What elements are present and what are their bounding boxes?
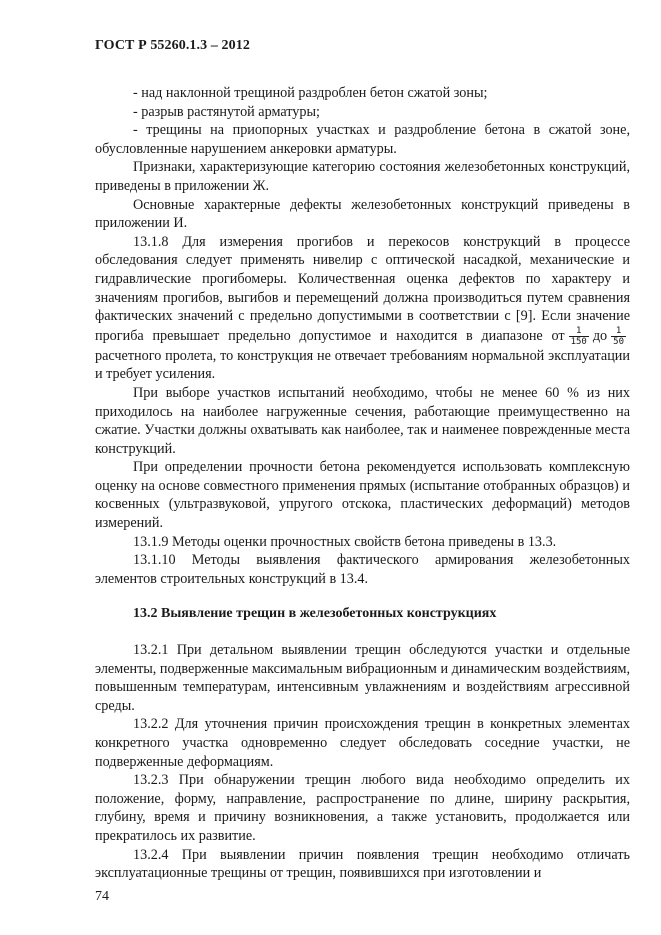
paragraph: 13.2.1 При детальном выявлении трещин обследуются участки и отдельные элементы, подверженные максимальным вибрационным и динамическим воздействиям, повышенным температурам, интенсивным увлажнениям и воздействиям агрессивной среды. (95, 642, 630, 714)
list-item: - над наклонной трещиной раздроблен бетон сжатой зоны; (133, 85, 488, 101)
paragraph-13-1-8 (95, 233, 630, 384)
list-item: - трещины на приопорных участках и раздробление бетона в сжатой зоне, обусловленные нарушением анкеровки арматуры. (95, 122, 630, 157)
paragraph-text: до (592, 327, 608, 344)
paragraph: 13.2.3 При обнаружении трещин любого вида необходимо определить их положение, форму, направление, распространение по длине, ширину раскрытия, глубину, время и причину возникновения, а также установить, продолжается или прекратилось их развитие. (95, 772, 630, 844)
page-body (95, 84, 630, 883)
paragraph: При определении прочности бетона рекомендуется использовать комплексную оценку на основе совместного применения прямых (испытание отобранных образцов) и косвенных (ультразвуковой, упругого отскока, пластических деформаций) методов измерений. (95, 459, 630, 532)
section-title: 13.2 Выявление трещин в железобетонных конструкциях (133, 606, 497, 622)
fraction-numerator: 1 (611, 326, 626, 337)
paragraph: 13.1.9 Методы оценки прочностных свойств бетона приведены в 13.3. (133, 533, 557, 550)
list-item: - разрыв растянутой арматуры; (133, 103, 320, 120)
paragraph: 13.2.4 При выявлении причин появления трещин необходимо отличать эксплуатационные трещины от трещин, появившихся при изготовлении и (95, 846, 630, 882)
spacer (95, 588, 630, 605)
document-header: ГОСТ Р 55260.1.3 – 2012 (95, 38, 250, 53)
fraction-denominator: 50 (613, 336, 624, 347)
paragraph: Признаки, характеризующие категорию состояния железобетонных конструкций, приведены в приложении Ж. (95, 159, 630, 194)
spacer (95, 624, 630, 641)
paragraph: 13.1.10 Методы выявления фактического армирования железобетонных элементов строительных конструкций в 13.4. (95, 552, 630, 587)
fraction-1-150 (569, 326, 589, 347)
page-number: 74 (95, 889, 109, 904)
paragraph: При выборе участков испытаний необходимо, чтобы не менее 60 % из них приходилось на наиболее нагруженные сечения, работающие преимущественно на сжатие. Участки должны охватывать как наиболее, так и наименее поврежденные места конструкций. (95, 384, 630, 457)
fraction-denominator: 150 (570, 336, 587, 347)
paragraph-text: 13.1.8 Для измерения прогибов и перекосов конструкций в процессе обследования следует применять нивелир с оптической насадкой, механические и гидравлические прогибомеры. Количественная оценка дефектов по характеру и значениям прогибов, выгибов и перемещений должна производиться путем сравнения фактических значений с предельно допустимыми в соответствии с [9]. Если значение прогиба превышает предельно допустимое и находится в диапазоне от (95, 233, 630, 344)
paragraph: 13.2.2 Для уточнения причин происхождения трещин в конкретных элементах конкретного участка одновременно следует обследовать соседние участки, не подверженные деформациям. (95, 716, 630, 770)
fraction-numerator: 1 (569, 326, 589, 337)
paragraph-text: расчетного пролета, то конструкция не отвечает требованиям нормальной эксплуатации и требует усиления. (95, 347, 630, 383)
paragraph: Основные характерные дефекты железобетонных конструкций приведены в приложении И. (95, 196, 630, 232)
fraction-1-50 (611, 326, 626, 347)
